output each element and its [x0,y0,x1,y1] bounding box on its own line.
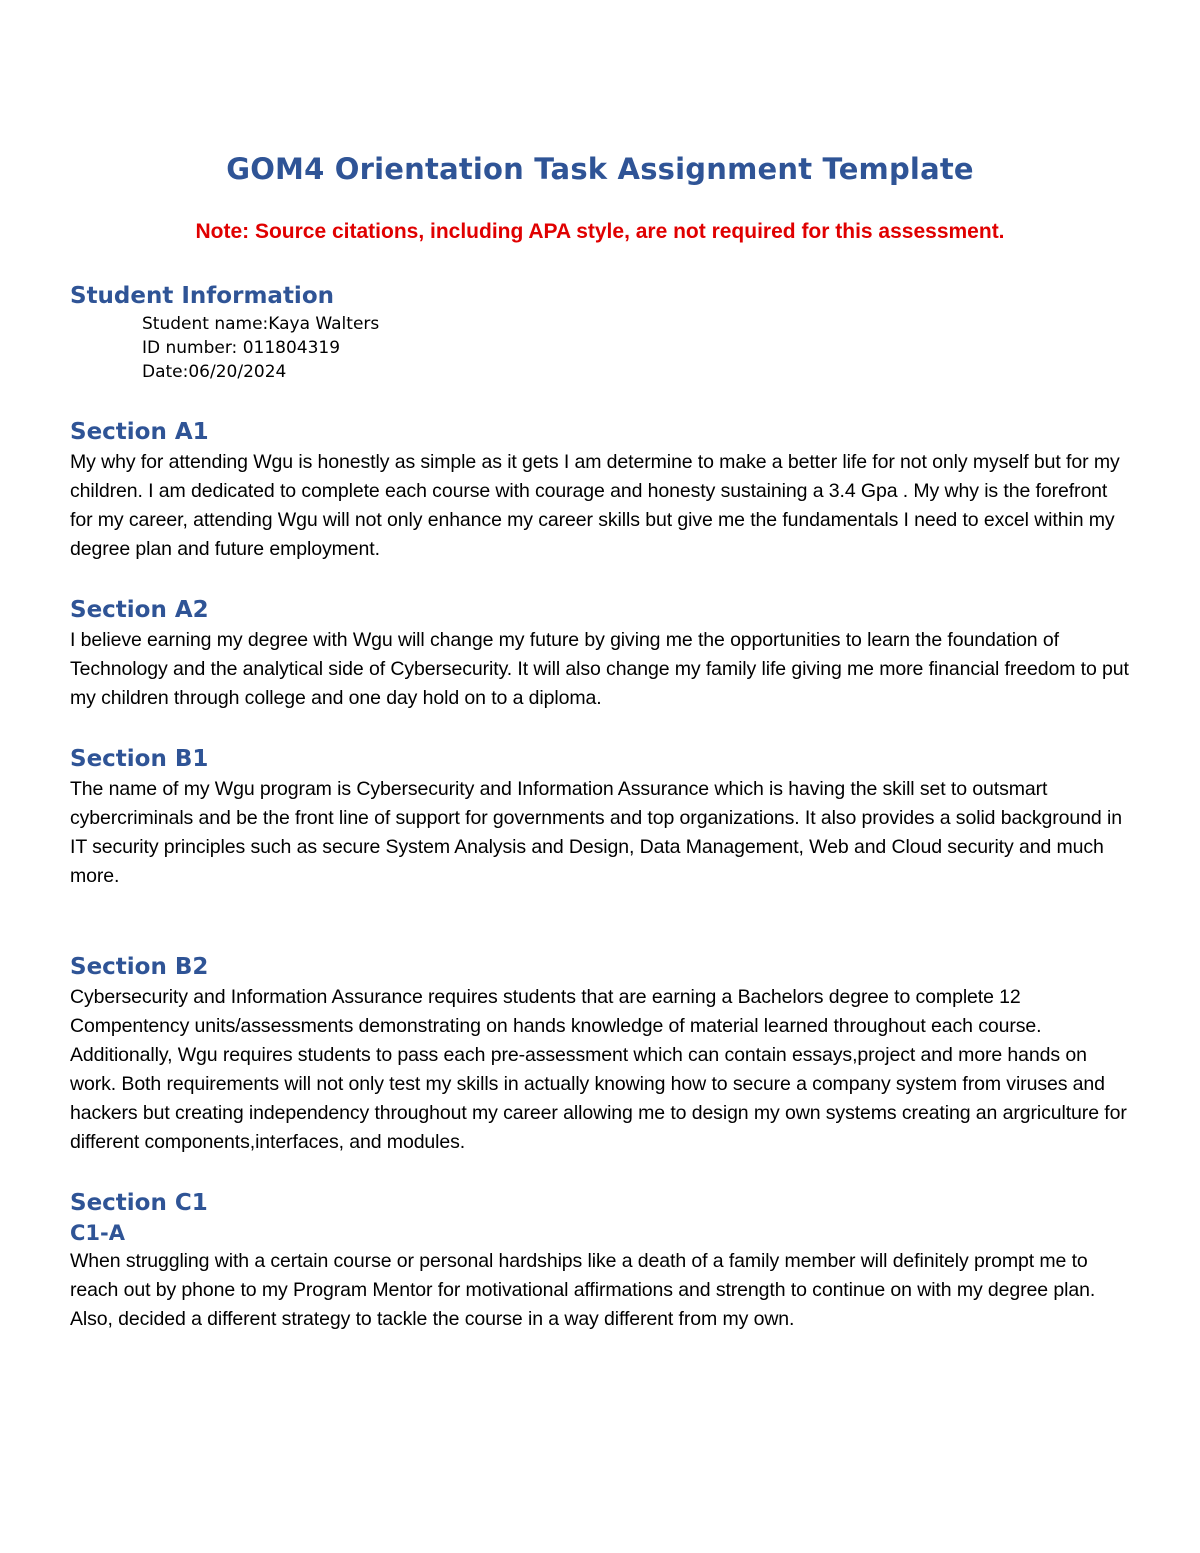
section-b2-text: Cybersecurity and Information Assurance requires students that are earning a Bachelors degree to complete 12 Compentency units/assessments demonstrating on hands knowledge of material learned throughout each course. Additionally, Wgu requires students to pass each pre-assessment which can contain essays,project and more hands on work. Both requirements will not only test my skills in actually knowing how to secure a company system from viruses and hackers but creating independency throughout my career allowing me to design my own systems creating an argriculture for different components,interfaces, and modules. [70,986,1127,1153]
section-b1-text: The name of my Wgu program is Cybersecurity and Information Assurance which is having the skill set to outsmart cybercriminals and be the front line of support for governments and top organizations. It also provides a solid background in IT security principles such as secure System Analysis and Design, Data Management, Web and Cloud security and much more. [70,778,1122,887]
section-c1-heading: Section C1 [70,1190,208,1216]
student-date-line: Date:06/20/2024 [142,362,287,382]
citation-note: Note: Source citations, including APA style, are not required for this assessment. [195,220,1005,243]
section-a2-text: I believe earning my degree with Wgu will change my future by giving me the opportunities to learn the foundation of Technology and the analytical side of Cybersecurity. It will also change my family life giving me more financial freedom to put my children through college and one day hold on to a diploma. [70,629,1129,709]
student-information-block [142,312,1130,384]
section-a2-heading: Section A2 [70,597,209,623]
section-b2-heading: Section B2 [70,954,209,980]
section-b1-heading: Section B1 [70,746,209,772]
section-a1-text: My why for attending Wgu is honestly as simple as it gets I am determine to make a better life for not only myself but for my children. I am dedicated to complete each course with courage and honesty sustaining a 3.4 Gpa . My why is the forefront for my career, attending Wgu will not only enhance my career skills but give me the fundamentals I need to excel within my degree plan and future employment. [70,451,1120,560]
section-c1a-subheading: C1-A [70,1221,125,1245]
section-a1-heading: Section A1 [70,419,209,445]
page-title: GOM4 Orientation Task Assignment Template [226,152,974,186]
section-c1a-text: When struggling with a certain course or personal hardships like a death of a family member will definitely prompt me to reach out by phone to my Program Mentor for motivational affirmations and strength to continue on with my degree plan. Also, decided a different strategy to tackle the course in a way different from my own. [70,1250,1096,1330]
student-id-line: ID number: 011804319 [142,338,341,358]
student-name-line: Student name:Kaya Walters [142,314,380,334]
student-information-heading: Student Information [70,283,334,309]
document-content [70,148,1130,1334]
